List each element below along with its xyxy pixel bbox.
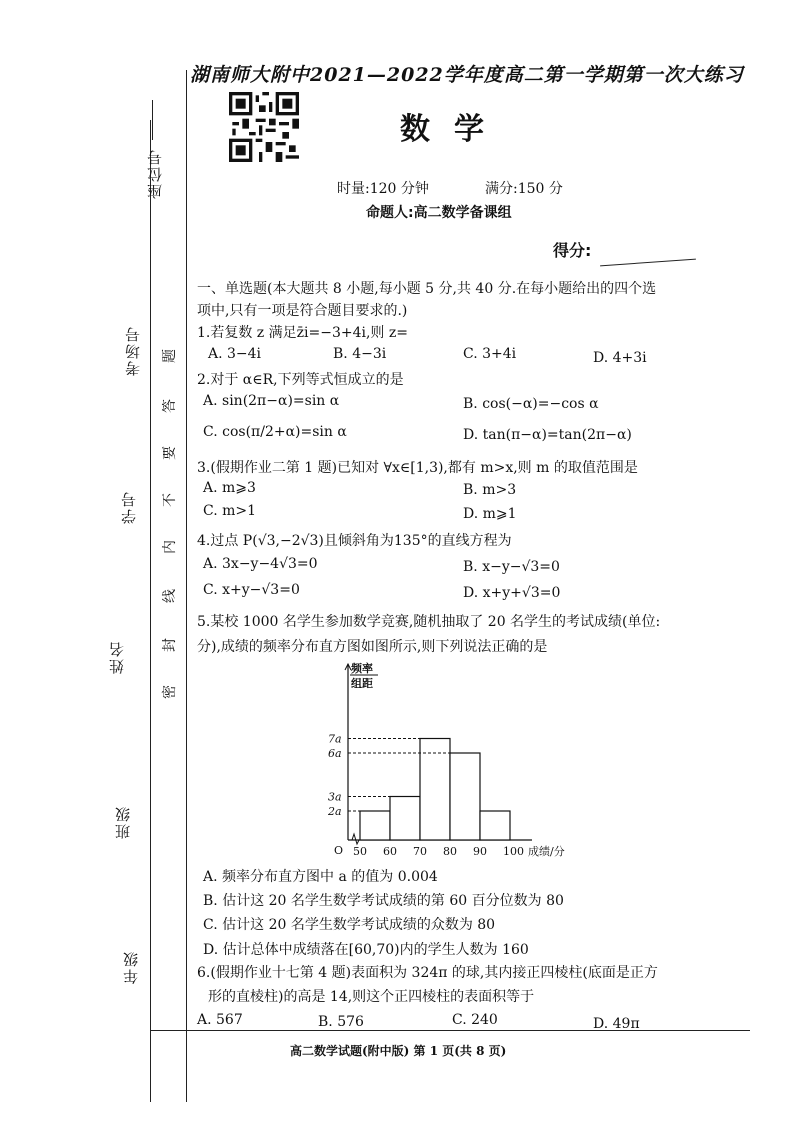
binding-line-1	[150, 120, 151, 1102]
q5-option-b: B. 估计这 20 名学生数学考试成绩的第 60 百分位数为 80	[203, 893, 564, 909]
q4-option-c: C. x+y−√3=0	[203, 582, 300, 598]
seal-char-3: 要	[162, 446, 178, 460]
frequency-histogram	[318, 660, 638, 860]
q3-option-b: B. m>3	[463, 482, 517, 498]
seal-char-8: 密	[162, 685, 178, 699]
q4-stem: 4.过点 P(√3,−2√3)且倾斜角为135°的直线方程为	[197, 533, 512, 549]
q1-option-c: C. 3+4i	[463, 346, 517, 362]
x-tick-label: 90	[473, 845, 487, 858]
q6-option-d: D. 49π	[593, 1016, 640, 1032]
full-score: 满分:150 分	[485, 181, 563, 197]
score-label: 得分:	[553, 241, 592, 260]
origin-label: O	[334, 844, 344, 857]
q6-stem: 6.(假期作业十七第 4 题)表面积为 324π 的球,其内接正四棱柱(底面是正方	[197, 965, 658, 981]
seat-label: 座位号	[146, 148, 164, 199]
q5-option-c: C. 估计这 20 名学生数学考试成绩的众数为 80	[203, 917, 496, 933]
exam-room-label: 考场号	[124, 325, 142, 376]
q6-option-b: B. 576	[318, 1014, 364, 1030]
q3-option-c: C. m>1	[203, 503, 257, 519]
q5-stem-cont: 分),成绩的频率分布直方图如图所示,则下列说法正确的是	[197, 639, 548, 655]
seal-char-4: 不	[162, 493, 178, 507]
y-tick-label: 3a	[328, 790, 342, 804]
q1-option-d: D. 4+3i	[593, 350, 647, 366]
exam-title: 湖南师大附中2021—2022学年度高二第一学期第一次大练习	[190, 64, 744, 86]
name-label: 姓名	[108, 640, 126, 674]
q4-option-a: A. 3x−y−4√3=0	[203, 556, 318, 572]
histogram-bar	[480, 811, 510, 840]
histogram-bar	[360, 811, 390, 840]
binding-line-2	[186, 70, 187, 1102]
section-heading-cont: 项中,只有一项是符合题目要求的.)	[197, 303, 408, 319]
q3-option-d: D. m⩾1	[463, 506, 517, 522]
x-tick-label: 60	[383, 845, 397, 858]
q1-option-b: B. 4−3i	[333, 346, 387, 362]
q2-option-d: D. tan(π−α)=tan(2π−α)	[463, 427, 632, 443]
q6-stem-cont: 形的直棱柱)的高是 14,则这个正四棱柱的表面积等于	[208, 989, 535, 1005]
y-tick-label: 6a	[328, 747, 342, 760]
q3-option-a: A. m⩾3	[203, 480, 256, 496]
x-tick-label: 100	[503, 845, 524, 858]
q2-option-a: A. sin(2π−α)=sin α	[203, 393, 340, 409]
q1-stem: 1.若复数 z 满足z̄i=−3+4i,则 z=	[197, 325, 408, 341]
y-tick-label: 2a	[328, 805, 342, 818]
page-footer: 高二数学试题(附中版) 第 1 页(共 8 页)	[290, 1044, 507, 1058]
q5-option-a: A. 频率分布直方图中 a 的值为 0.004	[203, 869, 438, 885]
q4-option-b: B. x−y−√3=0	[463, 559, 560, 575]
q4-option-d: D. x+y+√3=0	[463, 585, 561, 601]
seat-blank	[152, 100, 153, 140]
grade-label: 年级	[122, 950, 140, 984]
x-tick-label: 80	[443, 845, 457, 858]
exam-time: 时量:120 分钟	[337, 181, 429, 197]
q5-option-d: D. 估计总体中成绩落在[60,70)内的学生人数为 160	[203, 942, 529, 958]
seal-char-2: 答	[162, 399, 178, 413]
q6-option-c: C. 240	[452, 1012, 498, 1028]
axis-break-mark	[352, 834, 359, 844]
histogram-bar	[390, 797, 420, 841]
seal-char-1: 题	[162, 349, 178, 363]
x-tick-label: 70	[413, 845, 427, 858]
q5-stem: 5.某校 1000 名学生参加数学竞赛,随机抽取了 20 名学生的考试成绩(单位:	[197, 614, 661, 630]
subject-title: 数学	[400, 112, 508, 147]
x-tick-label: 50	[353, 845, 367, 858]
qr-code-icon	[228, 92, 300, 162]
y-label-bottom: 组距	[351, 677, 373, 690]
footer-rule	[150, 1030, 750, 1031]
seal-char-5: 内	[162, 540, 178, 554]
histogram-bar	[420, 739, 450, 841]
author: 命题人:高二数学备课组	[366, 205, 512, 221]
q2-option-b: B. cos(−α)=−cos α	[463, 396, 599, 412]
q1-option-a: A. 3−4i	[208, 346, 262, 362]
score-blank	[600, 259, 696, 267]
y-label-top: 频率	[351, 662, 373, 675]
histogram-bar	[450, 753, 480, 840]
q3-stem: 3.(假期作业二第 1 题)已知对 ∀x∈[1,3),都有 m>x,则 m 的取值范围是	[197, 460, 638, 476]
q2-stem: 2.对于 α∈R,下列等式恒成立的是	[197, 372, 404, 388]
q6-option-a: A. 567	[197, 1012, 243, 1028]
y-tick-label: 7a	[328, 732, 342, 746]
seal-char-6: 线	[162, 589, 178, 603]
seal-char-7: 封	[162, 638, 178, 652]
student-no-label: 学号	[120, 490, 138, 524]
class-label: 班级	[114, 805, 132, 839]
x-axis-label: 成绩/分	[528, 845, 565, 858]
section-heading: 一、单选题(本大题共 8 小题,每小题 5 分,共 40 分.在每小题给出的四个选	[197, 281, 657, 297]
q2-option-c: C. cos(π/2+α)=sin α	[203, 424, 347, 440]
